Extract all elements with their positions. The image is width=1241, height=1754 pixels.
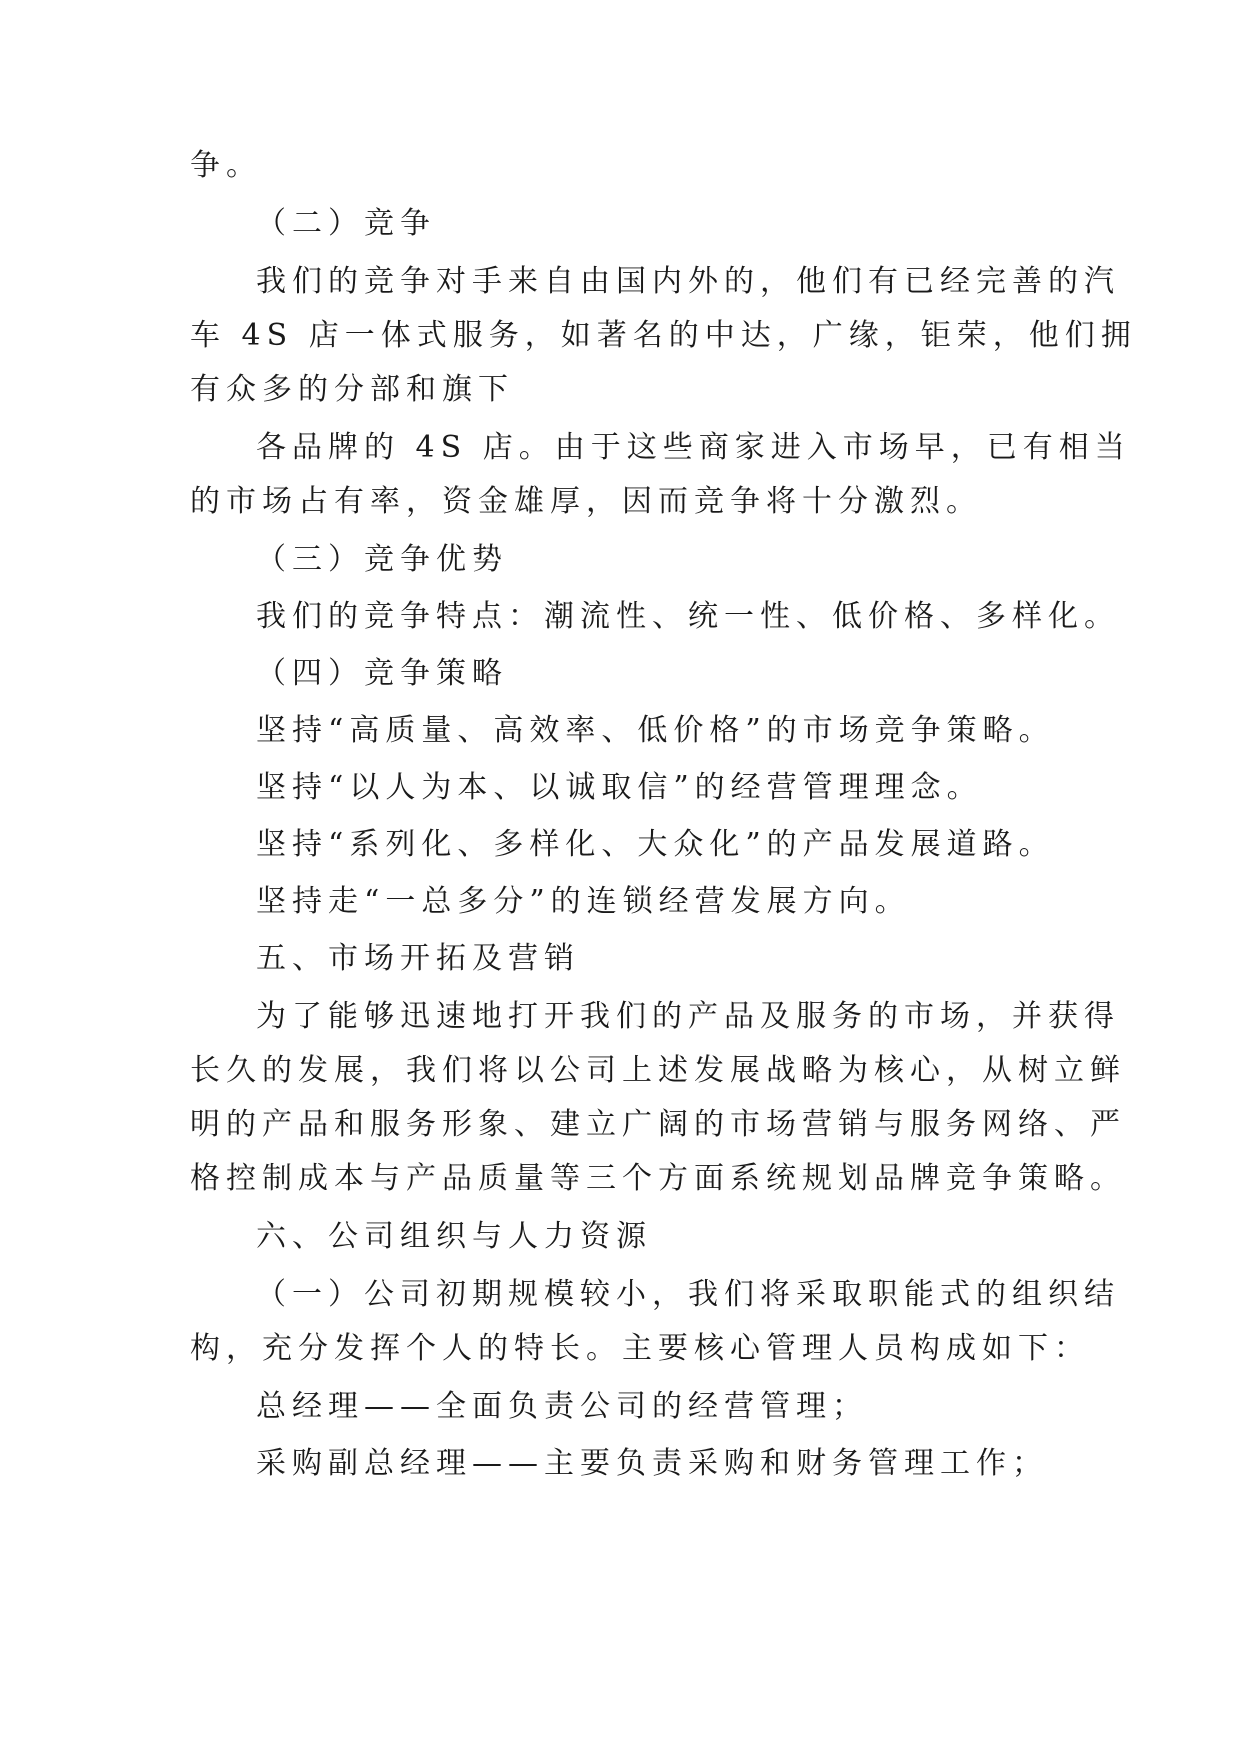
role-purchasing-deputy: 采购副总经理——主要负责采购和财务管理工作； <box>256 1446 1048 1481</box>
text-line-21: （一）公司初期规模较小，我们将采取职能式的组织结 <box>256 1277 1120 1312</box>
section-heading-strategy: （四）竞争策略 <box>256 656 508 691</box>
section-heading-advantage: （三）竞争优势 <box>256 542 508 577</box>
text-line-5: 有众多的分部和旗下 <box>190 372 514 407</box>
section-heading-competition: （二）竞争 <box>256 206 436 241</box>
text-line-7: 的市场占有率，资金雄厚，因而竞争将十分激烈。 <box>190 484 982 519</box>
strategy-item-2: 坚持“以人为本、以诚取信”的经营管理理念。 <box>256 770 983 805</box>
text-line-6: 各品牌的 4S 店。由于这些商家进入市场早，已有相当 <box>256 430 1131 465</box>
text-line-4: 车 4S 店一体式服务，如著名的中达，广缘，钜荣，他们拥 <box>190 318 1137 353</box>
text-line-22: 构，充分发挥个人的特长。主要核心管理人员构成如下： <box>190 1331 1090 1366</box>
text-line-16: 为了能够迅速地打开我们的产品及服务的市场，并获得 <box>256 999 1120 1034</box>
text-line-9: 我们的竞争特点：潮流性、统一性、低价格、多样化。 <box>256 599 1120 634</box>
text-line-17: 长久的发展，我们将以公司上述发展战略为核心，从树立鲜 <box>190 1053 1126 1088</box>
strategy-item-4: 坚持走“一总多分”的连锁经营发展方向。 <box>256 884 911 919</box>
text-line-1: 争。 <box>190 148 262 183</box>
strategy-item-3: 坚持“系列化、多样化、大众化”的产品发展道路。 <box>256 827 1055 862</box>
role-general-manager: 总经理——全面负责公司的经营管理； <box>256 1389 868 1424</box>
strategy-item-1: 坚持“高质量、高效率、低价格”的市场竞争策略。 <box>256 713 1055 748</box>
text-line-18: 明的产品和服务形象、建立广阔的市场营销与服务网络、严 <box>190 1107 1126 1142</box>
section-heading-organization: 六、公司组织与人力资源 <box>256 1219 652 1254</box>
section-heading-marketing: 五、市场开拓及营销 <box>256 941 580 976</box>
text-line-3: 我们的竞争对手来自由国内外的，他们有已经完善的汽 <box>256 264 1120 299</box>
text-line-19: 格控制成本与产品质量等三个方面系统规划品牌竞争策略。 <box>190 1161 1126 1196</box>
